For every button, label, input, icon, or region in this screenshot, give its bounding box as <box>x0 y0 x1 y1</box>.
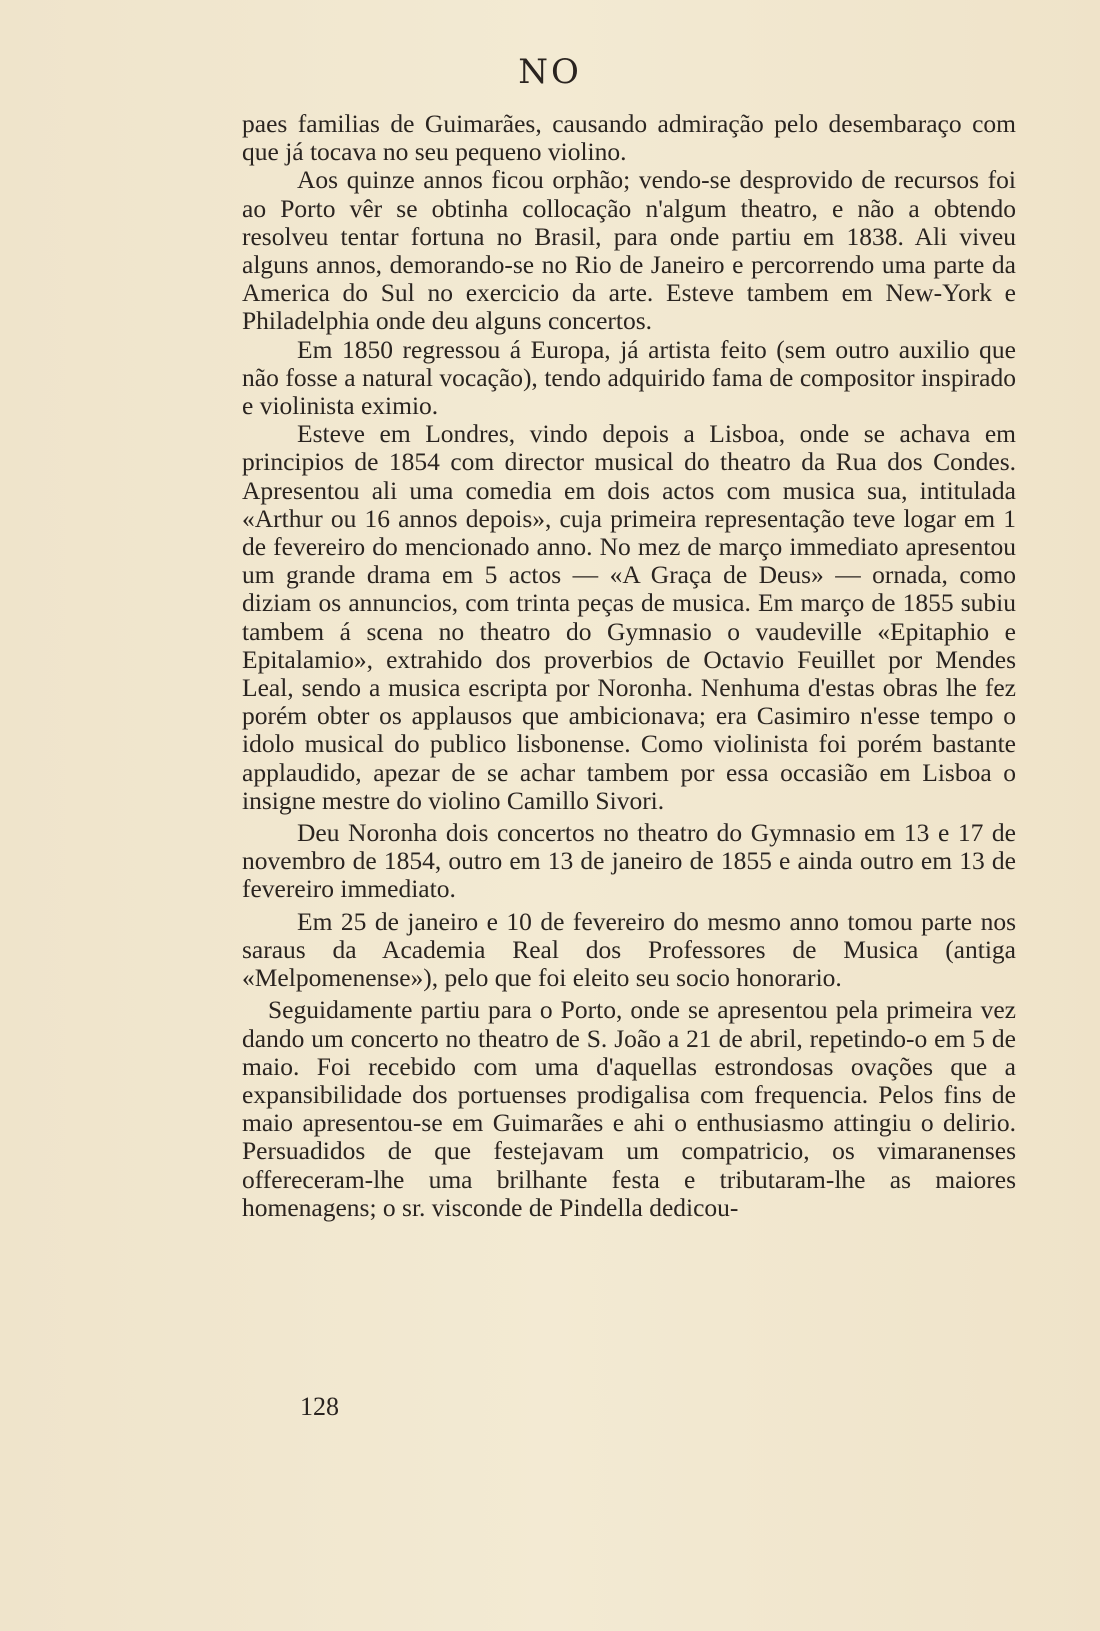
paragraph: paes familias de Guimarães, causando admiração pelo desembaraço com que já tocava no seu pequeno violino. <box>242 109 1016 167</box>
running-header: NO <box>518 52 582 92</box>
page-number: 128 <box>300 1392 339 1421</box>
paragraph: Em 1850 regressou á Europa, já artista feito (sem outro auxilio que não fosse a natural vocação), tendo adquirido fama de compositor inspirado e violinista eximio. <box>242 334 1016 421</box>
paragraph: Deu Noronha dois concertos no theatro do Gymnasio em 13 e 17 de novembro de 1854, outro em 13 de janeiro de 1855 e ainda outro em 13 de fevereiro immediato. <box>242 818 1016 904</box>
paragraph: Seguidamente partiu para o Porto, onde se apresentou pela primeira vez dando um concerto no theatro de S. João a 21 de abril, repetindo-o em 5 de maio. Foi recebido com uma d'aquellas estrondosas ovações que a expansibilidade dos portuenses prodigalisa com frequencia. Pelos fins de maio apresentou-se em Guimarães e ahi o enthusiasmo attingiu o delirio. Persuadidos de que festejavam um compatricio, os vimaranenses offereceram-lhe uma brilhante festa e tributaram-lhe as maiores homenagens; o sr. visconde de Pindella dedicou- <box>242 995 1016 1222</box>
paragraph: Aos quinze annos ficou orphão; vendo-se desprovido de recursos foi ao Porto vêr se obtinha collocação n'algum theatro, e não a obtendo resolveu tentar fortuna no Brasil, para onde partiu em 1838. Ali viveu alguns annos, demorando-se no Rio de Janeiro e percorrendo uma parte da America do Sul no exercicio da arte. Esteve tambem em New-York e Philadelphia onde deu alguns concertos. <box>242 165 1016 336</box>
paragraph: Esteve em Londres, vindo depois a Lisboa, onde se achava em principios de 1854 com director musical do theatro da Rua dos Condes. Apresentou ali uma comedia em dois actos com musica sua, intitulada «Arthur ou 16 annos depois», cuja primeira representação teve logar em 1 de fevereiro do mencionado anno. No mez de março immediato apresentou um grande drama em 5 actos — «A Graça de Deus» — ornada, como diziam os annuncios, com trinta peças de musica. Em março de 1855 subiu tambem á scena no theatro do Gymnasio o vaudeville «Epitaphio e Epitalamio», extrahido dos proverbios de Octavio Feuillet por Mendes Leal, sendo a musica escripta por Noronha. Nenhuma d'estas obras lhe fez porém obter os applausos que ambicionava; era Casimiro n'esse tempo o idolo musical do publico lisbonense. Como violinista foi porém bastante applaudido, apezar de se achar tambem por essa occasião em Lisboa o insigne mestre do violino Camillo Sivori. <box>242 419 1016 815</box>
body-text <box>242 110 1016 1222</box>
paragraph: Em 25 de janeiro e 10 de fevereiro do mesmo anno tomou parte nos saraus da Academia Real dos Professores de Musica (antiga «Melpomenense»), pelo que foi eleito seu socio honorario. <box>242 906 1016 993</box>
